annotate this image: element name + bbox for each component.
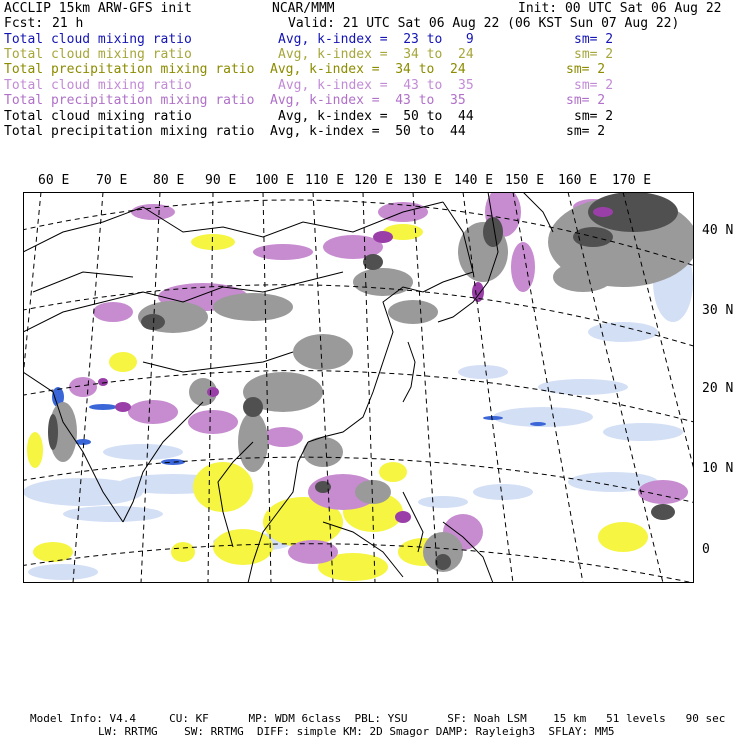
lon-label: 100 E (255, 173, 295, 188)
field-sm: sm= 2 (574, 47, 614, 62)
forecast-label: Fcst: (4, 16, 44, 31)
field-name: Total cloud mixing ratio (4, 78, 192, 93)
field-name: Total cloud mixing ratio (4, 109, 192, 124)
lon-label: 110 E (305, 173, 345, 188)
lon-label: 160 E (558, 173, 598, 188)
lon-label: 60 E (38, 173, 70, 188)
lon-label: 140 E (454, 173, 494, 188)
lat-label: 20 N (702, 381, 734, 396)
model-title: ACCLIP 15km ARW-GFS init (4, 1, 192, 16)
lon-label: 130 E (403, 173, 443, 188)
field-sm: sm= 2 (574, 78, 614, 93)
lat-label: 40 N (702, 223, 734, 238)
model-info-line1: Model Info: V4.4 CU: KF MP: WDM 6class PBL: YSU SF: Noah LSM 15 km 51 levels 90 sec (30, 712, 726, 725)
field-sm: sm= 2 (574, 109, 614, 124)
field-avg: Avg, k-index = 34 to 24 (270, 62, 466, 77)
field-avg: Avg, k-index = 43 to 35 (270, 93, 466, 108)
field-avg: Avg, k-index = 50 to 44 (278, 109, 474, 124)
field-name: Total precipitation mixing ratio (4, 93, 255, 108)
organization-label: NCAR/MMM (272, 1, 335, 16)
lon-label: 90 E (205, 173, 237, 188)
forecast-map (23, 192, 694, 583)
field-name: Total cloud mixing ratio (4, 47, 192, 62)
field-avg: Avg, k-index = 50 to 44 (270, 124, 466, 139)
lon-label: 70 E (96, 173, 128, 188)
field-sm: sm= 2 (566, 62, 606, 77)
lon-label: 150 E (505, 173, 545, 188)
lat-label: 10 N (702, 461, 734, 476)
lon-label: 170 E (612, 173, 652, 188)
field-sm: sm= 2 (574, 32, 614, 47)
lat-label: 30 N (702, 303, 734, 318)
lon-label: 80 E (153, 173, 185, 188)
field-name: Total cloud mixing ratio (4, 32, 192, 47)
field-avg: Avg, k-index = 43 to 35 (278, 78, 474, 93)
field-name: Total precipitation mixing ratio (4, 124, 255, 139)
field-sm: sm= 2 (566, 93, 606, 108)
lat-label: 0 (702, 542, 710, 557)
field-name: Total precipitation mixing ratio (4, 62, 255, 77)
field-avg: Avg, k-index = 23 to 9 (278, 32, 474, 47)
lon-label: 120 E (354, 173, 394, 188)
forecast-hour: 21 h (52, 16, 84, 31)
valid-time: Valid: 21 UTC Sat 06 Aug 22 (06 KST Sun 07 Aug 22) (288, 16, 680, 31)
field-avg: Avg, k-index = 34 to 24 (278, 47, 474, 62)
field-sm: sm= 2 (566, 124, 606, 139)
model-info-line2: LW: RRTMG SW: RRTMG DIFF: simple KM: 2D Smagor DAMP: Rayleigh3 SFLAY: MM5 (98, 725, 615, 738)
init-time: Init: 00 UTC Sat 06 Aug 22 (518, 1, 722, 16)
